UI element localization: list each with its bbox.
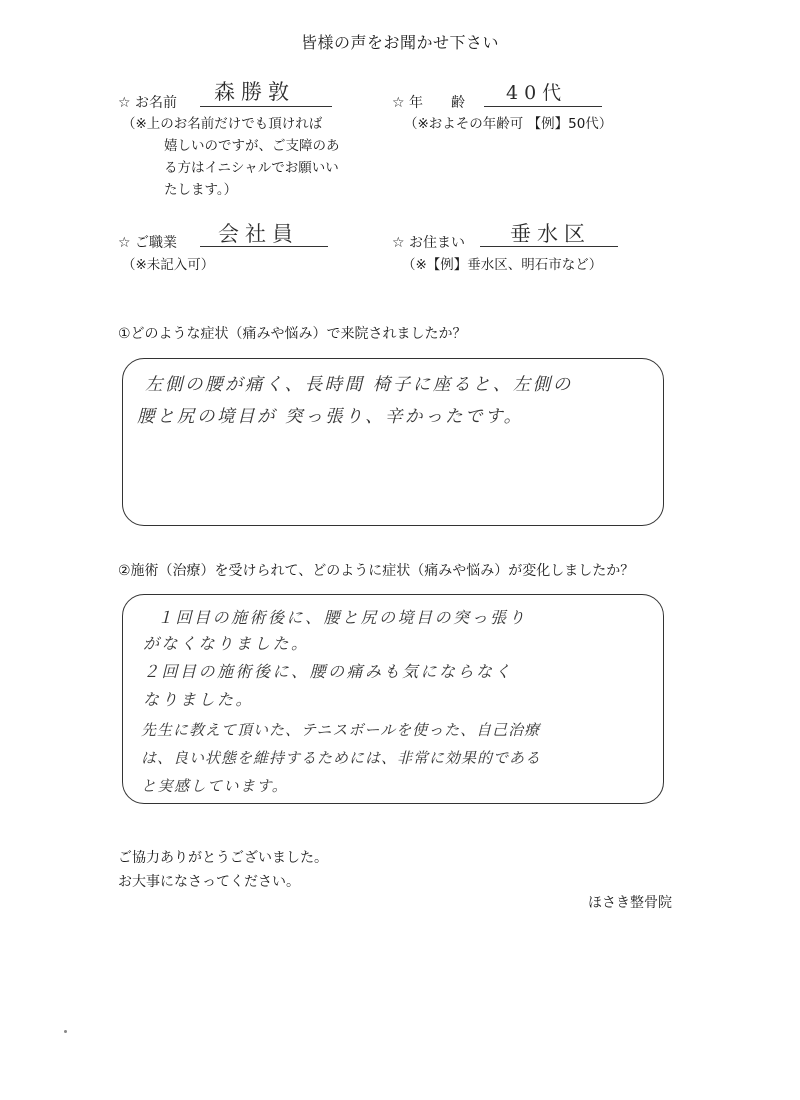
answer-2-line: ２回目の施術後に、腰の痛みも気にならなく <box>143 662 514 681</box>
age-value: 40代 <box>506 82 568 104</box>
answer-2-line: は、良い状態を維持するためには、非常に効果的である <box>141 749 542 767</box>
residence-underline <box>480 222 618 247</box>
question-2: ②施術（治療）を受けられて、どのように症状（痛みや悩み）が変化しましたか？ <box>118 563 635 579</box>
answer-2-line: がなくなりました。 <box>143 634 310 653</box>
residence-note: （※【例】垂水区、明石市など） <box>402 257 603 273</box>
name-note-4: たします。） <box>164 182 238 198</box>
name-note-2: 嬉しいのですが、ご支障のあ <box>164 138 340 154</box>
name-value: 森勝敦 <box>214 80 295 104</box>
age-note: （※およその年齢可 【例】50代） <box>404 116 613 132</box>
answer-1-line: 腰と尻の境目が 突っ張り、辛かったです。 <box>137 407 524 427</box>
name-note-3: る方はイニシャルでお願いい <box>164 160 339 176</box>
answer-2-box <box>122 594 664 804</box>
name-underline <box>200 80 332 107</box>
answer-2-line: １回目の施術後に、腰と尻の境目の突っ張り <box>157 608 528 627</box>
closing-wish: お大事になさってください。 <box>118 874 300 890</box>
age-underline <box>484 82 602 107</box>
answer-1-box <box>122 358 664 526</box>
answer-2-line: なりました。 <box>143 690 255 709</box>
page-title: 皆様の声をお聞かせ下さい <box>300 33 499 52</box>
answer-1-line: 左側の腰が痛く、長時間 椅子に座ると、左側の <box>145 375 573 395</box>
answer-2-line: 先生に教えて頂いた、テニスボールを使った、自己治療 <box>141 721 541 739</box>
residence-label: ☆ お住まい <box>392 235 466 251</box>
name-note-1: （※上のお名前だけでも頂ければ <box>122 116 323 132</box>
occupation-value: 会社員 <box>218 222 299 246</box>
occupation-label: ☆ ご職業 <box>118 235 178 251</box>
occupation-note: （※未記入可） <box>122 257 215 273</box>
clinic-name: ほさき整骨院 <box>588 895 672 911</box>
question-1: ①どのような症状（痛みや悩み）で来院されましたか？ <box>118 326 467 342</box>
scan-speck <box>64 1030 67 1033</box>
residence-value: 垂水区 <box>510 222 591 246</box>
age-label: ☆ 年 齢 <box>392 95 466 111</box>
answer-2-line: と実感しています。 <box>141 777 289 795</box>
name-label: ☆ お名前 <box>118 95 178 111</box>
occupation-underline <box>200 222 328 247</box>
closing-thanks: ご協力ありがとうございました。 <box>118 850 328 866</box>
